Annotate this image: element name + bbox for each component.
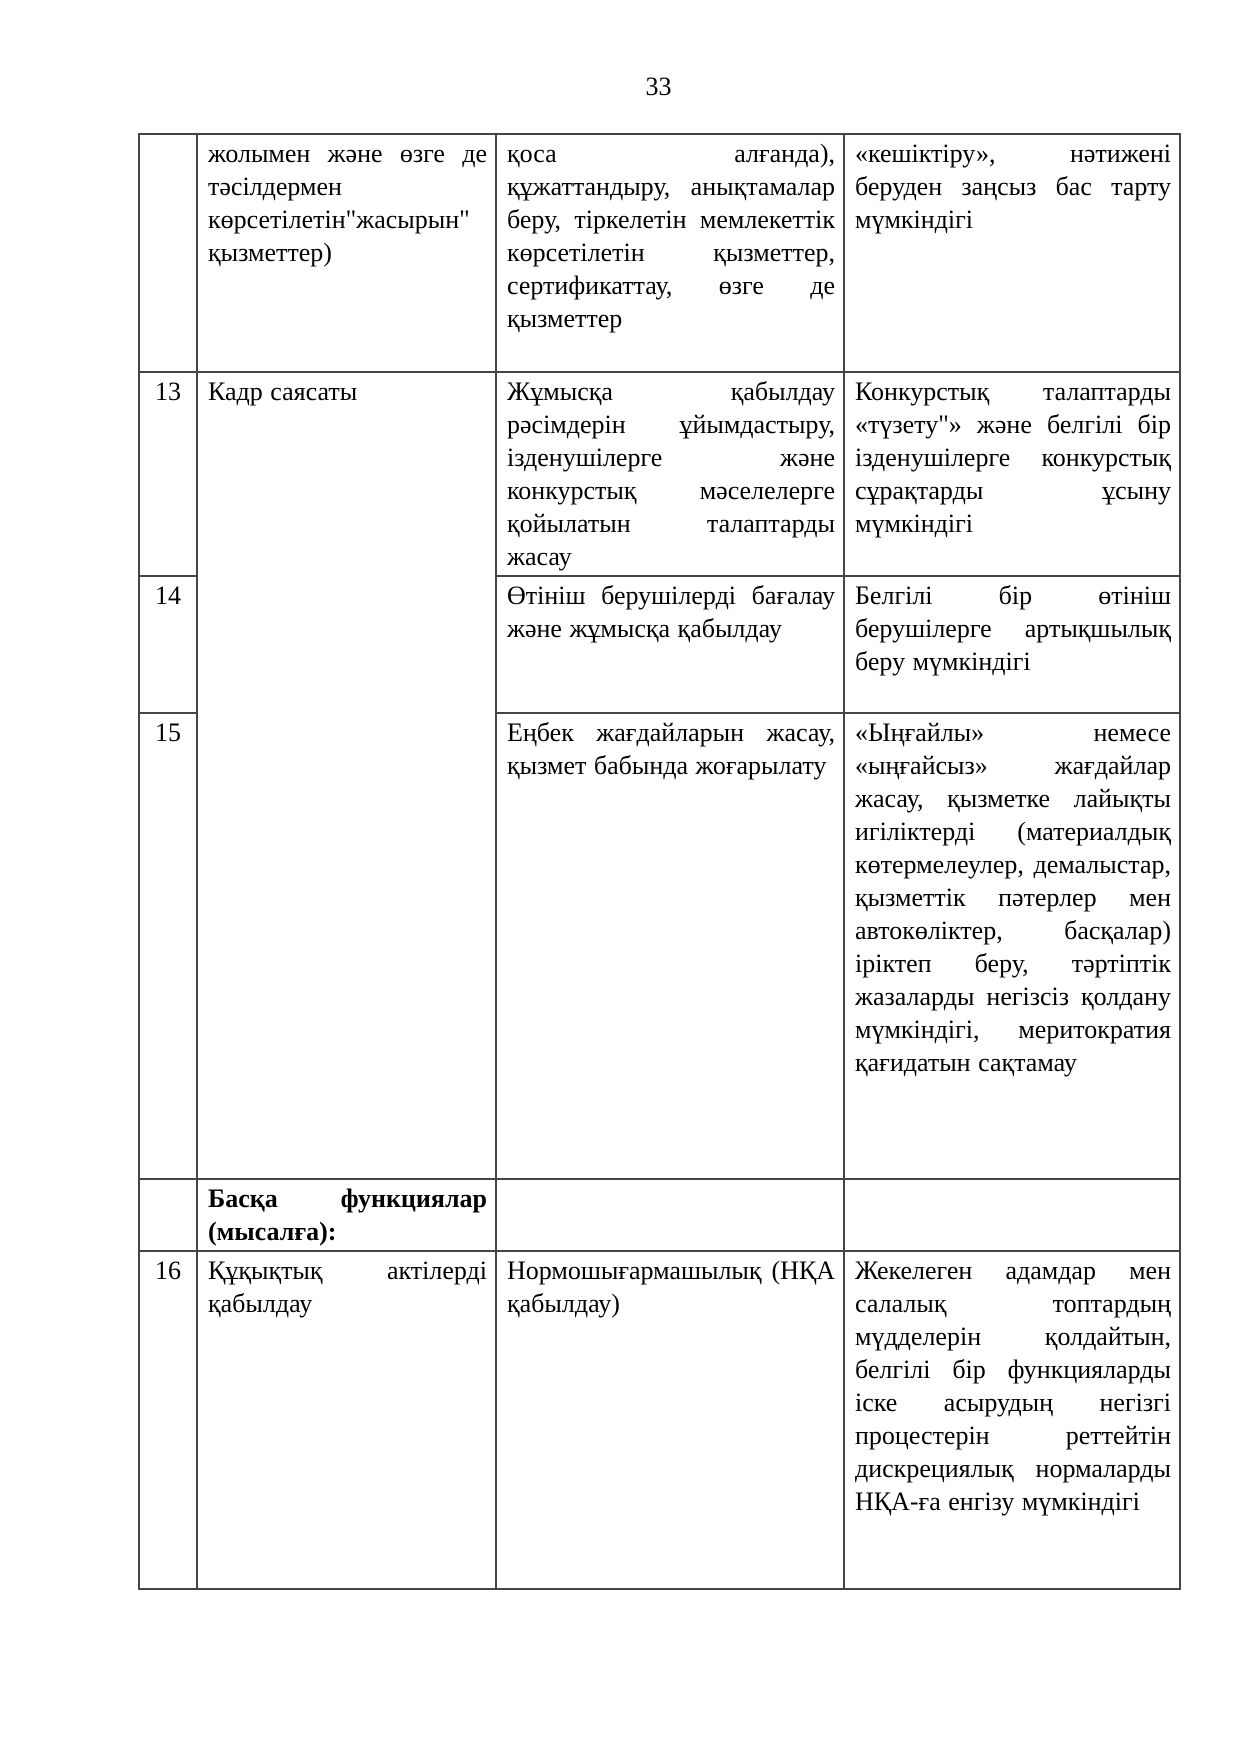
page-number: 33 xyxy=(645,72,672,101)
process-cell xyxy=(496,1179,844,1251)
corruption-risk-cell: «кешіктіру», нәтижені беруден заңсыз бас тарту мүмкіндігі xyxy=(844,134,1180,372)
row-number-cell: 14 xyxy=(139,576,197,713)
table-row-16 xyxy=(139,1251,1180,1589)
functions-risks-table xyxy=(138,133,1181,1590)
table-row-other-functions xyxy=(139,1179,1180,1251)
table-row-continuation xyxy=(139,134,1180,372)
row-number-cell xyxy=(139,134,197,372)
corruption-risk-cell: Жекелеген адамдар мен салалық топтардың мүдделерін қолдайтын, белгілі бір функцияларды іске асырудың негізгі процестерін реттейтін дискрециялық нормаларды НҚА-ға енгізу мүмкіндігі xyxy=(844,1251,1180,1589)
row-number-cell: 16 xyxy=(139,1251,197,1589)
function-cell-merged: Кадр саясаты xyxy=(197,372,496,1179)
process-cell: Жұмысқа қабылдау рәсімдерін ұйымдастыру, ізденушілерге және конкурстық мәселелерге қойылатын талаптарды жасау xyxy=(496,372,844,576)
process-cell: Өтініш берушілерді бағалау және жұмысқа қабылдау xyxy=(496,576,844,713)
table-row-13 xyxy=(139,372,1180,576)
process-cell: Еңбек жағдайларын жасау, қызмет бабында жоғарылату xyxy=(496,713,844,1179)
function-cell: жолымен және өзге де тәсілдермен көрсетілетін"жасырын" қызметтер) xyxy=(197,134,496,372)
corruption-risk-cell xyxy=(844,1179,1180,1251)
row-number-cell: 15 xyxy=(139,713,197,1179)
corruption-risk-cell: Конкурстық талаптарды «түзету"» және белгілі бір ізденушілерге конкурстық сұрақтарды ұсыну мүмкіндігі xyxy=(844,372,1180,576)
function-cell: Құқықтық актілерді қабылдау xyxy=(197,1251,496,1589)
corruption-risk-cell: «Ыңғайлы» немесе «ыңғайсыз» жағдайлар жасау, қызметке лайықты игіліктерді (материалдық көтермелеулер, демалыстар, қызметтік пәтерлер мен автокөліктер, басқалар) іріктеп беру, тәртіптік жазаларды негізсіз қолдану мүмкіндігі, меритократия қағидатын сақтамау xyxy=(844,713,1180,1179)
section-heading-cell: Басқа функциялар (мысалға): xyxy=(197,1179,496,1251)
process-cell: Нормошығармашылық (НҚА қабылдау) xyxy=(496,1251,844,1589)
row-number-cell xyxy=(139,1179,197,1251)
corruption-risk-cell: Белгілі бір өтініш берушілерге артықшылық беру мүмкіндігі xyxy=(844,576,1180,713)
process-cell: қоса алғанда), құжаттандыру, анықтамалар беру, тіркелетін мемлекеттік көрсетілетін қызметтер, сертификаттау, өзге де қызметтер xyxy=(496,134,844,372)
row-number-cell: 13 xyxy=(139,372,197,576)
